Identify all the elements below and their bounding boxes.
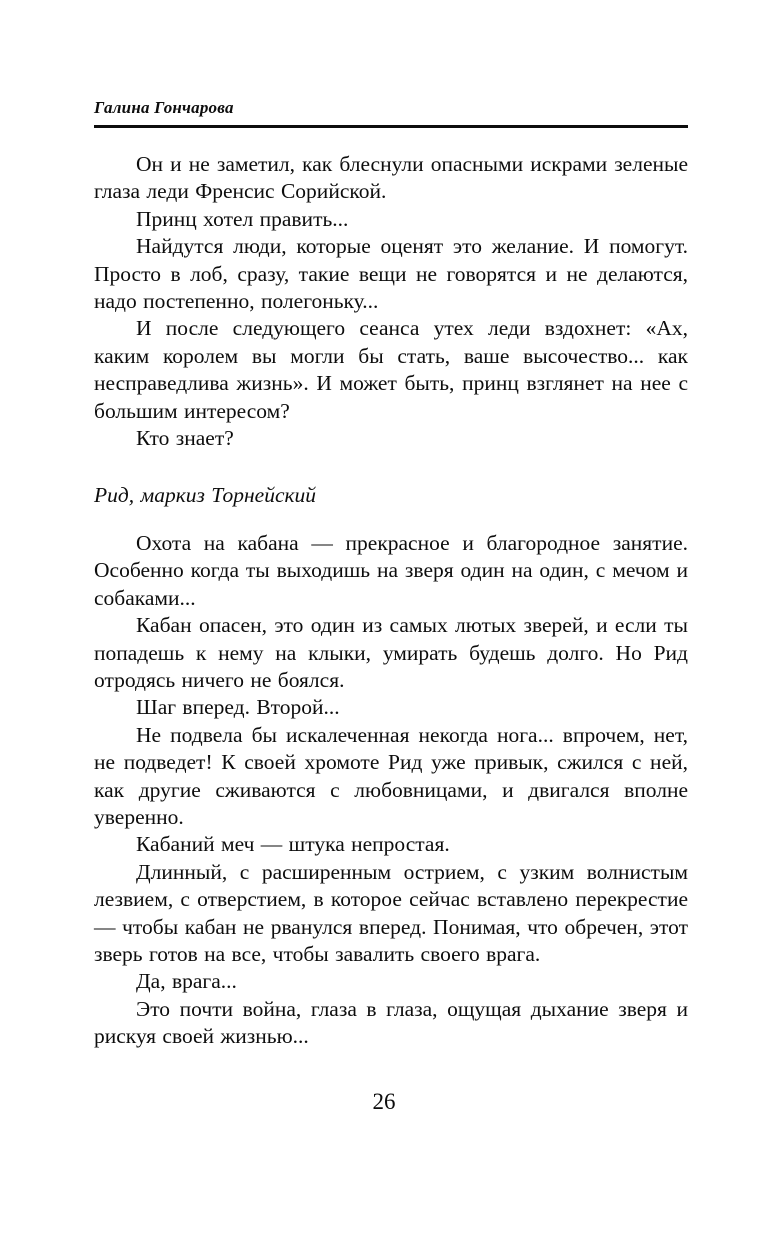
chapter-section-heading: Рид, маркиз Торнейский xyxy=(94,483,317,508)
body-paragraph: Это почти война, глаза в глаза, ощущая дыхание зверя и рискуя своей жизнью... xyxy=(94,996,688,1049)
page-number: 26 xyxy=(372,1089,396,1114)
body-paragraph: Кабан опасен, это один из самых лютых зверей, и если ты попадешь к нему на клыки, умирать будешь долго. Но Рид отродясь ничего не боялся. xyxy=(94,613,688,692)
body-paragraph: Принц хотел править... xyxy=(136,206,349,231)
body-paragraph: И после следующего сеанса утех леди вздохнет: «Ах, каким королем вы могли бы стать, ваше высочество... как несправедлива жизнь». И может быть, принц взглянет на нее с большим интересом? xyxy=(94,316,688,423)
body-text xyxy=(94,151,688,1051)
body-paragraph: Он и не заметил, как блеснули опасными искрами зеленые глаза леди Френсис Сорийской. xyxy=(94,152,688,204)
body-paragraph: Длинный, с расширенным острием, с узким волнистым лезвием, с отверстием, в которое сейчас вставлено перекрестие — чтобы кабан не рванулся вперед. Понимая, что обречен, этот зверь готов на все, чтобы завалить своего врага. xyxy=(94,859,688,966)
page-text-block xyxy=(94,98,688,1051)
body-paragraph: Кабаний меч — штука непростая. xyxy=(136,832,450,857)
body-paragraph: Шаг вперед. Второй... xyxy=(136,695,340,720)
body-paragraph: Кто знает? xyxy=(136,426,234,451)
body-paragraph: Да, врага... xyxy=(136,969,237,994)
body-paragraph: Не подвела бы искалеченная некогда нога... впрочем, нет, не подведет! К своей хромоте Рид уже привык, сжился с ней, как другие сживаются с любовницами, и двигался вполне уверенно. xyxy=(94,722,688,829)
body-paragraph: Найдутся люди, которые оценят это желание. И помогут. Просто в лоб, сразу, такие вещи не говорятся и не делаются, надо постепенно, полегоньку... xyxy=(94,234,688,314)
body-paragraph: Охота на кабана — прекрасное и благородное занятие. Особенно когда ты выходишь на зверя один на один, с мечом и собаками... xyxy=(94,530,688,610)
running-header-author: Галина Гончарова xyxy=(94,98,688,128)
